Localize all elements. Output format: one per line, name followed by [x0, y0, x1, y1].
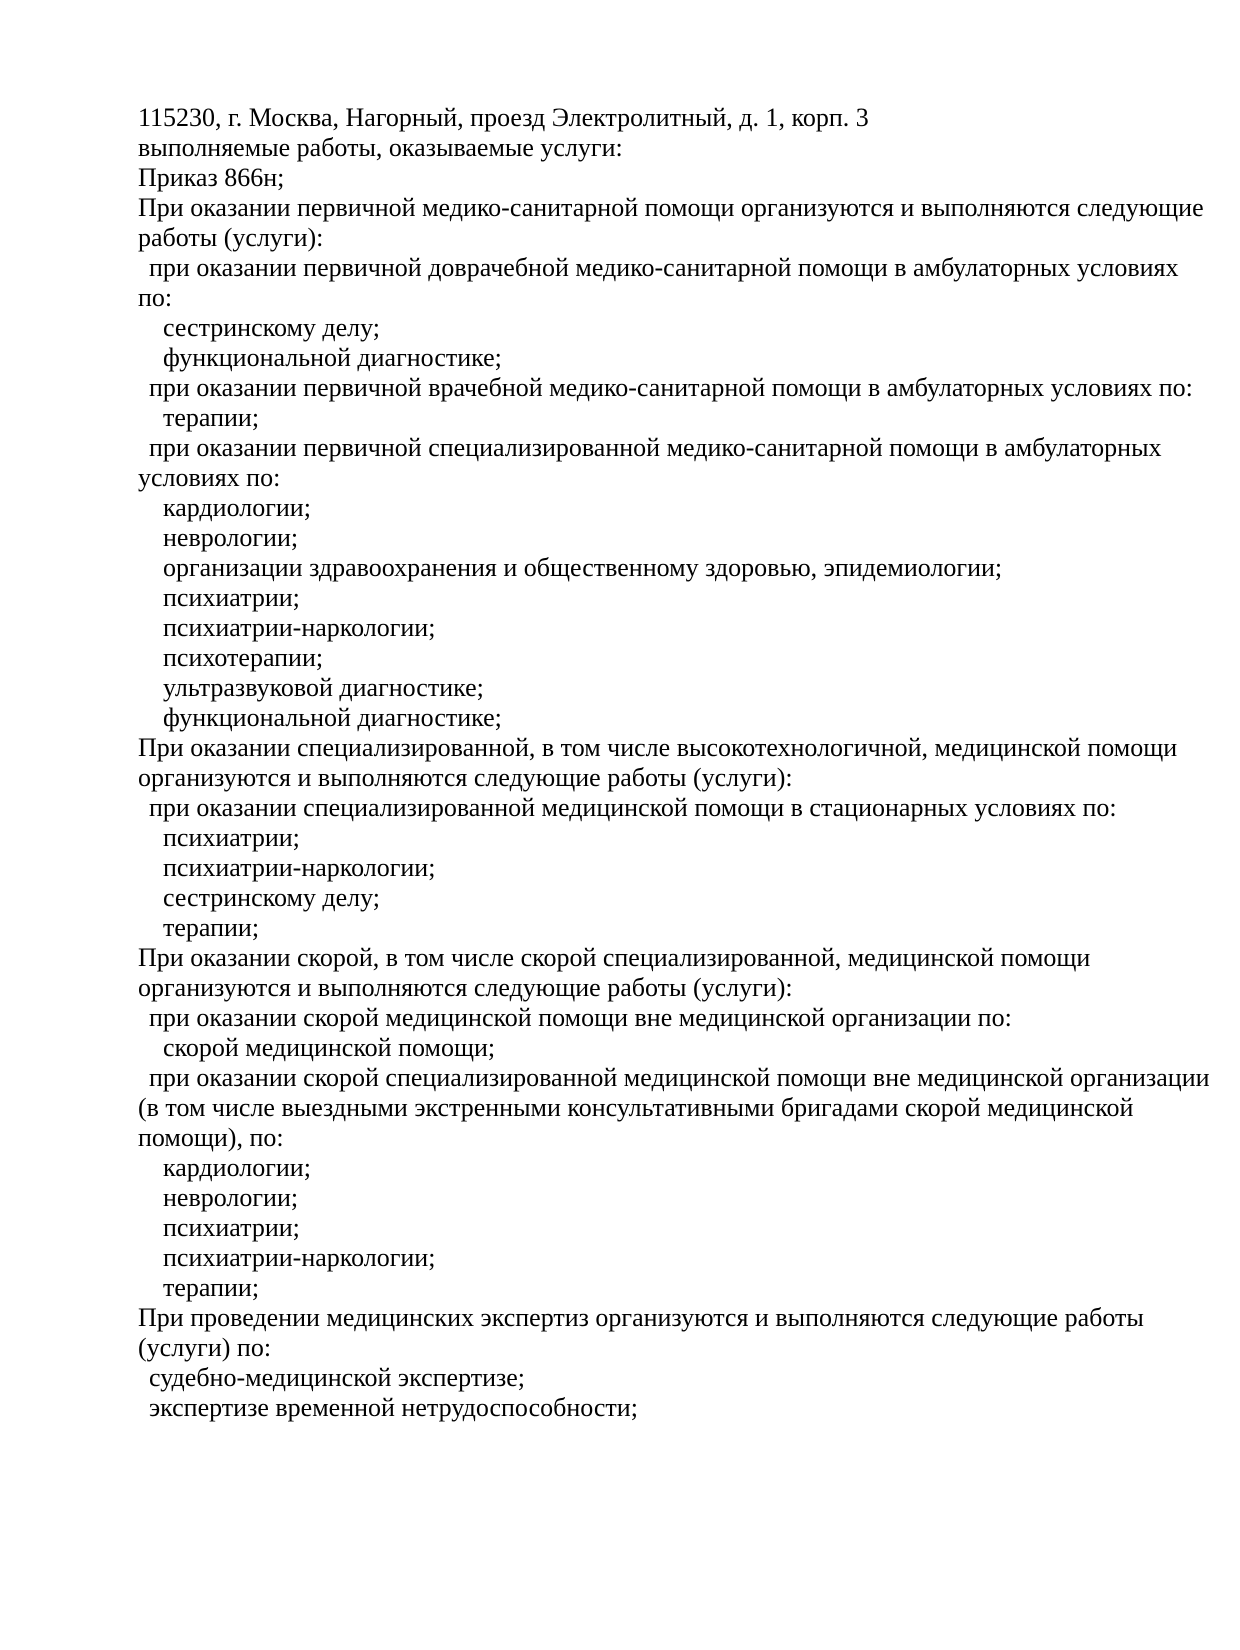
text-line: выполняемые работы, оказываемые услуги:: [138, 133, 623, 162]
text-line: при оказании первичной доврачебной медико-санитарной помощи в амбулаторных условиях: [149, 253, 1179, 282]
text-line: организуются и выполняются следующие работы (услуги):: [138, 763, 793, 792]
text-line: при оказании специализированной медицинской помощи в стационарных условиях по:: [149, 793, 1117, 822]
text-line: по:: [138, 283, 173, 312]
text-line: психотерапии;: [163, 643, 324, 672]
text-line: судебно-медицинской экспертизе;: [149, 1363, 526, 1392]
text-line: 115230, г. Москва, Нагорный, проезд Электролитный, д. 1, корп. 3: [138, 103, 869, 132]
text-line: организации здравоохранения и общественному здоровью, эпидемиологии;: [163, 553, 1003, 582]
text-line: терапии;: [163, 913, 260, 942]
text-line: психиатрии;: [163, 583, 300, 612]
text-line: При оказании первичной медико-санитарной помощи организуются и выполняются следующие: [138, 193, 1204, 222]
text-line: организуются и выполняются следующие работы (услуги):: [138, 973, 793, 1002]
text-line: При оказании скорой, в том числе скорой специализированной, медицинской помощи: [138, 943, 1091, 972]
text-line: при оказании скорой специализированной медицинской помощи вне медицинской организации: [149, 1063, 1210, 1092]
text-line: кардиологии;: [163, 1153, 311, 1182]
text-line: терапии;: [163, 403, 260, 432]
text-line: кардиологии;: [163, 493, 311, 522]
text-line: функциональной диагностике;: [163, 703, 502, 732]
text-line: психиатрии-наркологии;: [163, 853, 436, 882]
text-line: скорой медицинской помощи;: [163, 1033, 496, 1062]
text-line: функциональной диагностике;: [163, 343, 502, 372]
text-line: неврологии;: [163, 523, 299, 552]
text-line: экспертизе временной нетрудоспособности;: [149, 1393, 638, 1422]
text-line: Приказ 866н;: [138, 163, 285, 192]
license-services-text-block: [138, 103, 1210, 1423]
text-line: сестринскому делу;: [163, 313, 381, 342]
text-line: психиатрии-наркологии;: [163, 613, 436, 642]
text-line: помощи), по:: [138, 1123, 284, 1152]
text-line: при оказании скорой медицинской помощи вне медицинской организации по:: [149, 1003, 1012, 1032]
text-line: При проведении медицинских экспертиз организуются и выполняются следующие работы: [138, 1303, 1144, 1332]
text-line: при оказании первичной врачебной медико-санитарной помощи в амбулаторных условиях по:: [149, 373, 1193, 402]
text-line: психиатрии;: [163, 823, 300, 852]
text-line: (услуги) по:: [138, 1333, 272, 1362]
text-line: ультразвуковой диагностике;: [163, 673, 484, 702]
text-line: работы (услуги):: [138, 223, 324, 252]
text-line: сестринскому делу;: [163, 883, 381, 912]
text-line: при оказании первичной специализированной медико-санитарной помощи в амбулаторных: [149, 433, 1162, 462]
text-line: При оказании специализированной, в том числе высокотехнологичной, медицинской помощи: [138, 733, 1178, 762]
text-line: терапии;: [163, 1273, 260, 1302]
text-line: психиатрии-наркологии;: [163, 1243, 436, 1272]
text-line: (в том числе выездными экстренными консультативными бригадами скорой медицинской: [138, 1093, 1134, 1122]
text-line: неврологии;: [163, 1183, 299, 1212]
text-line: условиях по:: [138, 463, 281, 492]
text-line: психиатрии;: [163, 1213, 300, 1242]
